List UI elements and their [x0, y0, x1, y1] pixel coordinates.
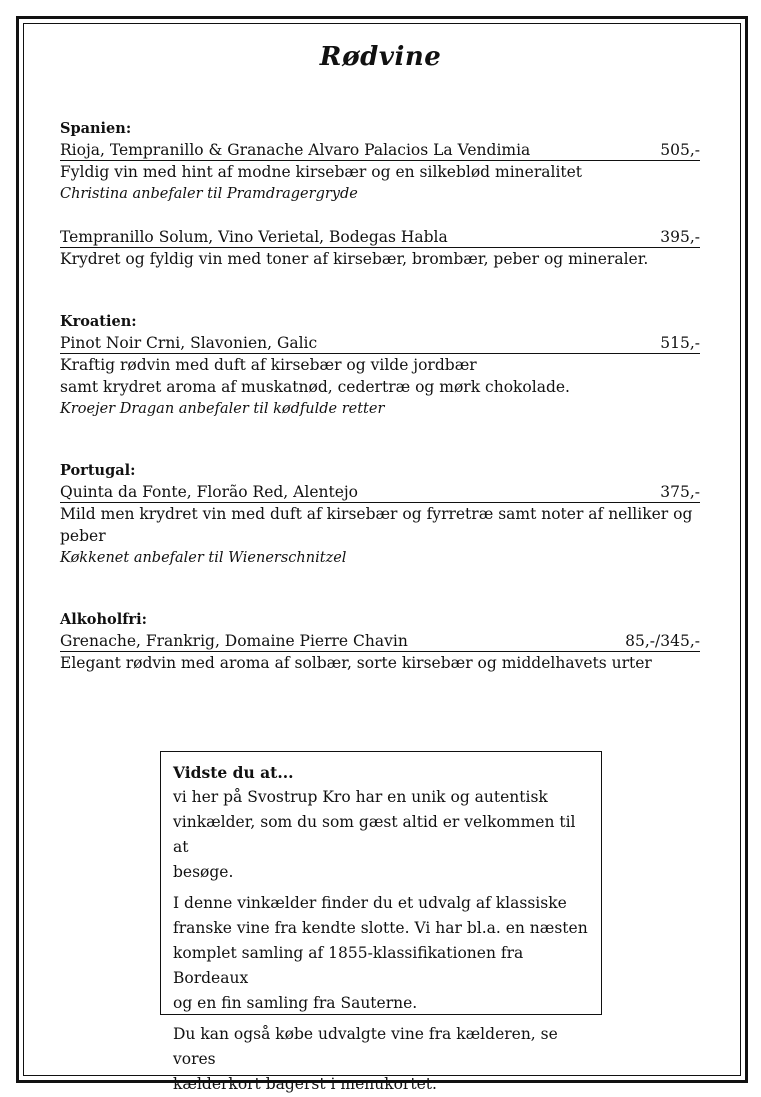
- wine-name: Rioja, Tempranillo & Granache Alvaro Palacios La Vendimia: [60, 141, 531, 159]
- infobox-line: Du kan også købe udvalgte vine fra kælderen, se vores: [173, 1025, 558, 1068]
- wine-name: Quinta da Fonte, Florão Red, Alentejo: [60, 483, 359, 501]
- wine-description: Elegant rødvin med aroma af solbær, sorte kirsebær og middelhavets urter: [60, 654, 652, 672]
- infobox-line: besøge.: [173, 863, 234, 881]
- section-croatia: [60, 311, 700, 420]
- wine-row: [60, 631, 700, 652]
- wine-row: [60, 482, 700, 503]
- wine-price: 505,-: [660, 141, 700, 159]
- page-title: Rødvine: [319, 42, 442, 72]
- section-heading: Alkoholfri:: [60, 611, 147, 628]
- section-portugal: [60, 460, 700, 569]
- wine-price: 375,-: [660, 483, 700, 501]
- wine-description: Mild men krydret vin med duft af kirsebær og fyrretræ samt noter af nelliker og: [60, 505, 693, 523]
- section-heading: Portugal:: [60, 462, 136, 479]
- infobox-line: komplet samling af 1855-klassifikationen fra Bordeaux: [173, 944, 524, 987]
- infobox-line: og en fin samling fra Sauterne.: [173, 994, 418, 1012]
- wine-row: [60, 333, 700, 354]
- wine-recommendation: Kroejer Dragan anbefaler til kødfulde retter: [60, 401, 385, 417]
- infobox-line: kælderkort bagerst i menukortet.: [173, 1075, 437, 1093]
- wine-name: Grenache, Frankrig, Domaine Pierre Chavin: [60, 632, 408, 650]
- wine-description: Kraftig rødvin med duft af kirsebær og vilde jordbær: [60, 356, 477, 374]
- section-heading: Spanien:: [60, 120, 132, 137]
- infobox-line: vinkælder, som du som gæst altid er velkommen til at: [173, 813, 576, 856]
- wine-description: peber: [60, 527, 106, 545]
- infobox-line: franske vine fra kendte slotte. Vi har bl.a. en næsten: [173, 919, 588, 937]
- wine-recommendation: Køkkenet anbefaler til Wienerschnitzel: [60, 550, 347, 566]
- wine-description: samt krydret aroma af muskatnød, cedertræ og mørk chokolade.: [60, 378, 570, 396]
- wine-name: Pinot Noir Crni, Slavonien, Galic: [60, 334, 318, 352]
- wine-description: Fyldig vin med hint af modne kirsebær og en silkeblød mineralitet: [60, 163, 583, 181]
- section-spain: [60, 118, 700, 270]
- section-heading: Kroatien:: [60, 313, 137, 330]
- section-alcohol-free: [60, 609, 700, 674]
- wine-description: Krydret og fyldig vin med toner af kirsebær, brombær, peber og mineraler.: [60, 250, 649, 268]
- wine-recommendation: Christina anbefaler til Pramdragergryde: [60, 186, 358, 202]
- wine-price: 85,-/345,-: [625, 632, 700, 650]
- wine-list: [60, 112, 700, 674]
- wine-row: [60, 227, 700, 248]
- wine-price: 515,-: [660, 334, 700, 352]
- infobox-line: I denne vinkælder finder du et udvalg af klassiske: [173, 894, 567, 912]
- wine-name: Tempranillo Solum, Vino Verietal, Bodegas Habla: [60, 228, 448, 246]
- wine-row: [60, 140, 700, 161]
- did-you-know-box: [160, 751, 602, 1093]
- infobox-line: vi her på Svostrup Kro har en unik og autentisk: [173, 788, 548, 806]
- wine-price: 395,-: [660, 228, 700, 246]
- infobox-title: Vidste du at...: [173, 763, 294, 782]
